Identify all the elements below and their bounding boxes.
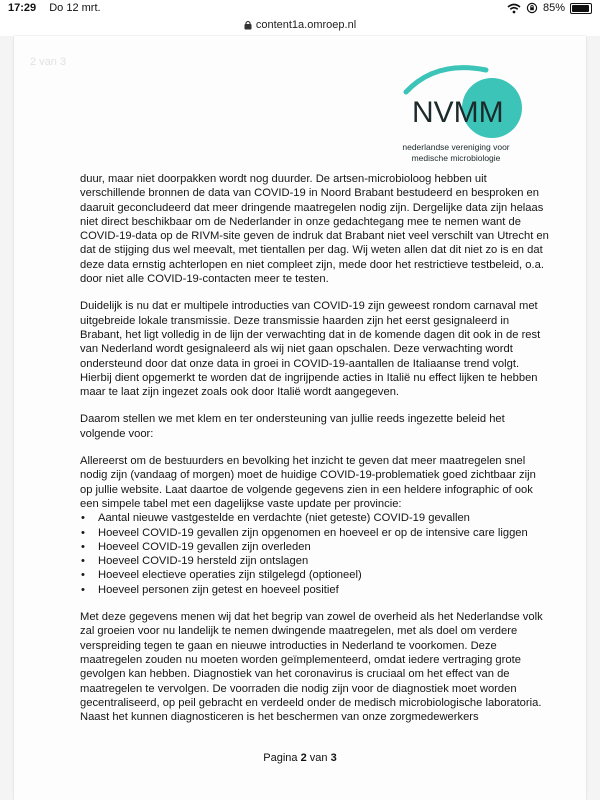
bullet-item [80,583,550,597]
url-text[interactable]: content1a.omroep.nl [255,19,357,31]
document-viewer[interactable] [0,36,600,800]
bullet-text: Aantal nieuwe vastgestelde en verdachte (niet geteste) COVID-19 gevallen [98,512,470,525]
orientation-lock-icon [526,2,538,14]
paragraph-4: Allereerst om de bestuurders en bevolking het inzicht te geven dat meer maatregelen snel nodig zijn (vandaag of morgen) moet de huidige COVID-19-problematiek goed zichtbaar zijn op jullie website. Laat daartoe de volgende gegevens zien in een heldere infographic of ook een simpele tabel met een dagelijkse vaste update per provincie: [80,455,536,510]
bullet-item [80,568,550,582]
bullet-text: Hoeveel electieve operaties zijn stilgelegd (optioneel) [98,569,362,582]
logo-line-1: nederlandse vereniging voor [402,142,510,152]
paragraph-3: Daarom stellen we met klem en ter ondersteuning van jullie reeds ingezette beleid het volgende voor: [80,413,505,440]
footer-prefix: Pagina [263,752,298,764]
bullet-text: Hoeveel COVID-19 gevallen zijn opgenomen en hoeveel er op de intensive care liggen [98,526,528,539]
bullet-item [80,511,550,525]
logo-letters: NVMM [412,96,504,129]
battery-percentage: 85% [542,2,565,14]
footer-total-pages: 3 [330,752,337,764]
bullet-text: Hoeveel personen zijn getest en hoeveel positief [98,583,339,596]
wifi-icon [507,3,521,14]
document-body [80,172,550,737]
status-time: 17:29 [8,2,37,14]
bullet-text: Hoeveel COVID-19 gevallen zijn overleden [98,540,311,553]
status-date: Do 12 mrt. [49,2,101,14]
bullet-text: Hoeveel COVID-19 hersteld zijn ontslagen [98,555,309,568]
footer-middle: van [309,752,328,764]
battery-fill [572,5,589,12]
paragraph-2: Duidelijk is nu dat er multipele introducties van COVID-19 zijn geweest rondom carnaval met uitgebreide lokale transmissie. Deze transmissie haarden zijn het eerst gesignaleerd in Brabant, het ligt volledig in de lijn der verwachting dat in de komende dagen dit ook in de rest van Nederland wordt gesignaleerd als wij niet gaan opschalen. Deze verwachting wordt ondersteund door dat onze data in groei in COVID-19-aantallen de Italiaanse trend volgt. Hierbij dient opgemerkt te worden dat de ingrijpende acties in Italië nu effect lijken te hebben maar te laat zijn ingezet zoals ook door Italië wordt aangegeven. [80,300,541,399]
logo-line-2: medische microbiologie [411,153,501,163]
bullet-icon: • [81,526,85,539]
paragraph-1: duur, maar niet doorpakken wordt nog duurder. De artsen-microbioloog hebben uit verschillende bronnen de data van COVID-19 in Noord Brabant bestudeerd en besproken en daaruit geconcludeerd dat meer dringende maatregelen nodig zijn. Dergelijke data zijn helaas niet direct beschikbaar om de Nederlander in onze gedachtegang mee te nemen want de COVID-19-data op de RIVM-site geven de indruk dat Brabant niet veel verschilt van Utrecht en dat de stijging dus wel meevalt, met tientallen per dag. Wij weten allen dat dit niet zo is en dat deze data ernstig achterlopen en niet compleet zijn, mede door het restrictieve testbeleid, o.a. door niet alle COVID-19-contacten meer te testen. [80,173,549,286]
bullet-icon: • [81,583,85,596]
status-bar [0,0,600,16]
bullet-icon: • [81,569,85,582]
bullet-item [80,526,550,540]
footer-current-page: 2 [300,752,307,764]
ghost-page-number: 2 van 3 [30,56,67,68]
nvmm-logo [372,56,532,166]
lock-icon [244,20,252,30]
document-page [14,36,586,800]
bullet-item [80,540,550,554]
bullet-icon: • [81,555,85,568]
bullet-icon: • [81,512,85,525]
bullet-list [80,511,550,597]
page-footer [14,752,586,764]
paragraph-5: Met deze gegevens menen wij dat het begrip van zowel de overheid als het Nederlandse volk zal groeien voor nu landelijk te nemen dwingende maatregelen, met als doel om verdere verspreiding tegen te gaan en nieuwe introducties in Nederland te voorkomen. Deze maatregelen zouden nu moeten worden geïmplementeerd, omdat iedere vertraging grote gevolgen kan hebben. Diagnostiek van het coronavirus is cruciaal om het effect van de maatregelen te vervolgen. De voorraden die nodig zijn voor de diagnostiek moet worden gecentraliseerd, op peil gebracht en verdeeld onder de medisch microbiologische laboratoria. Naast het kunnen diagnosticeren is het beschermen van onze zorgmedewerkers [80,611,543,724]
bullet-item [80,554,550,568]
bullet-icon: • [81,540,85,553]
address-bar[interactable] [0,16,600,34]
battery-icon [570,3,592,14]
